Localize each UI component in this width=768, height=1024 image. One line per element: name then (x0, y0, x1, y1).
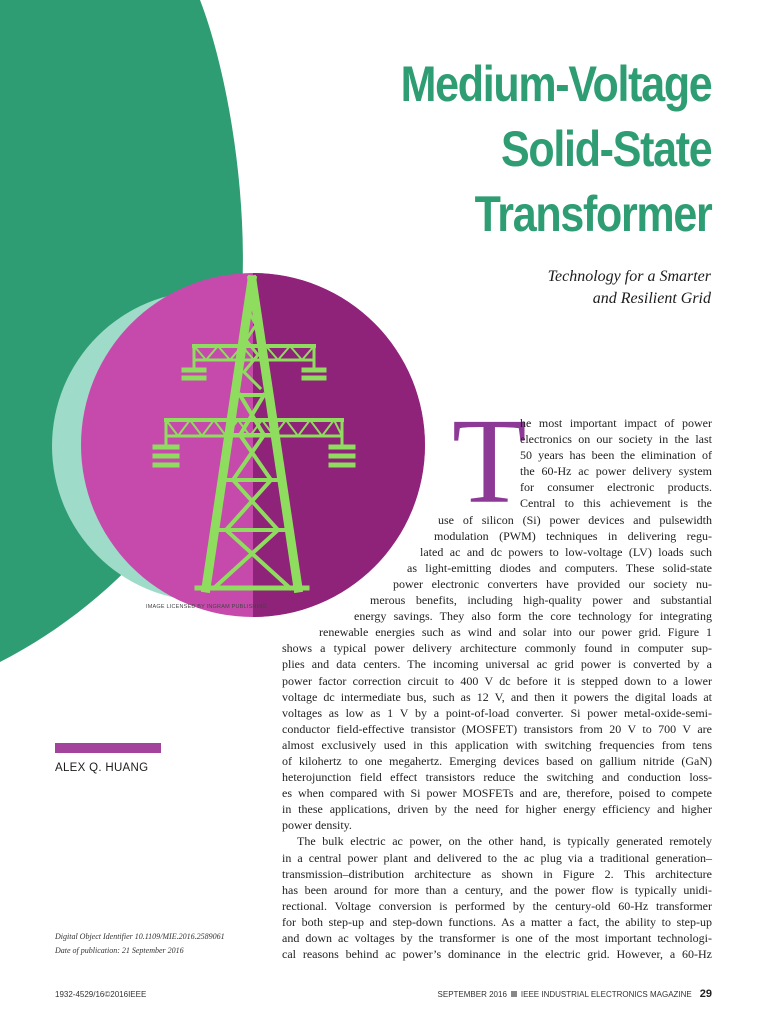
footer-magazine-name: IEEE INDUSTRIAL ELECTRONICS MAGAZINE (520, 989, 692, 999)
body-line: use of silicon (Si) power devices and pulsewidth (438, 512, 712, 527)
body-line: modulation (PWM) techniques in delivering regu- (434, 528, 712, 543)
body-line: for both step-up and step-down functions. As a matter a fact, the ability to step-up (282, 914, 712, 929)
body-line: The bulk electric ac power, on the other hand, is typically generated remotely (297, 834, 712, 849)
page-number: 29 (699, 988, 712, 1000)
body-line: rectional. Voltage conversion is performed by the century-old 60-Hz transformer (282, 898, 712, 913)
title-line: Medium-Voltage (400, 56, 711, 112)
body-line: lated ac and dc powers to low-voltage (LV) loads such (420, 544, 712, 559)
body-line: in a central power plant and delivered to the ac plug via a traditional generation– (282, 850, 712, 865)
body-line: has been around for more than a century, and the power flow is typically unidi- (282, 882, 712, 897)
body-line: as light-emitting diodes and computers. These solid-state (407, 560, 712, 575)
body-line: of kilohertz to one megahertz. Emerging devices based on gallium nitride (GaN) (282, 753, 712, 768)
body-line: for consumer electronic products. (520, 480, 712, 495)
body-line: conductor field-effective transistor (MOSFET) transistors from 20 V to 700 V are (282, 721, 712, 736)
body-line: voltage dc intermediate bus, such as 12 V, and then it powers the digital loads at (282, 689, 712, 704)
article-title (400, 52, 711, 247)
body-line: heterojunction field effect transistors reduce the switching and conduction loss- (282, 770, 712, 785)
title-line: Solid-State (500, 121, 711, 177)
body-line: merous benefits, including high-quality power and substantial (370, 593, 712, 608)
body-line: the 60-Hz ac power delivery system (520, 464, 712, 479)
body-line: Central to this achievement is the (520, 496, 712, 511)
body-line: transmission–distribution architecture as shown in Figure 2. This architecture (282, 866, 712, 881)
author-accent-bar (55, 743, 161, 753)
square-bullet-icon (511, 991, 517, 997)
body-line: shows a typical power delivery architecture commonly found in computer sup- (282, 641, 712, 656)
body-line: electronics on our society in the last (520, 432, 712, 447)
body-line: almost exclusively used in this application with switching frequencies from tens (282, 737, 712, 752)
doi-line: Digital Object Identifier 10.1109/MIE.2016.2589061 (55, 932, 225, 941)
body-line: 50 years has been the elimination of (520, 448, 712, 463)
image-credit: IMAGE LICENSED BY INGRAM PUBLISHING (146, 604, 267, 610)
title-line: Transformer (474, 186, 711, 242)
subtitle-line: and Resilient Grid (592, 290, 711, 307)
body-line: energy savings. They also form the core technology for integrating (354, 609, 712, 624)
body-line: cal reasons behind ac power’s dominance in the electric grid. However, a 60-Hz (282, 947, 712, 962)
body-line: renewable energies such as wind and solar into our power grid. Figure 1 (319, 625, 712, 640)
body-line: he most important impact of power (520, 416, 712, 430)
body-line: in these applications, driven by the need for higher energy efficiency and higher (282, 802, 712, 817)
publication-date: Date of publication: 21 September 2016 (55, 946, 184, 955)
body-line: plies and data centers. The incoming universal ac grid power is converted by a (282, 657, 712, 672)
body-line: voltages as low as 1 V by a point-of-load converter. Si power metal-oxide-semi- (282, 705, 712, 720)
body-line: and down ac voltages by the transformer is one of the most important technologi- (282, 931, 712, 945)
footer-issn: 1932-4529/16©2016IEEE (55, 990, 147, 999)
body-line: es when compared with Si power MOSFETs and are, therefore, poised to compete (282, 786, 712, 801)
subtitle-line: Technology for a Smarter (547, 268, 711, 285)
drop-cap: T (452, 394, 527, 529)
footer-running-head (438, 988, 712, 1000)
body-line: power density. (282, 818, 352, 833)
article-body (282, 415, 712, 962)
article-subtitle (548, 266, 711, 310)
body-line: power electronic converters have provided our society nu- (393, 576, 712, 591)
body-line: power factor correction circuit to 400 V dc before it is stepped down to a lower (282, 673, 712, 688)
author-name: ALEX Q. HUANG (55, 762, 149, 774)
footer-issue-date: SEPTEMBER 2016 (437, 989, 507, 999)
